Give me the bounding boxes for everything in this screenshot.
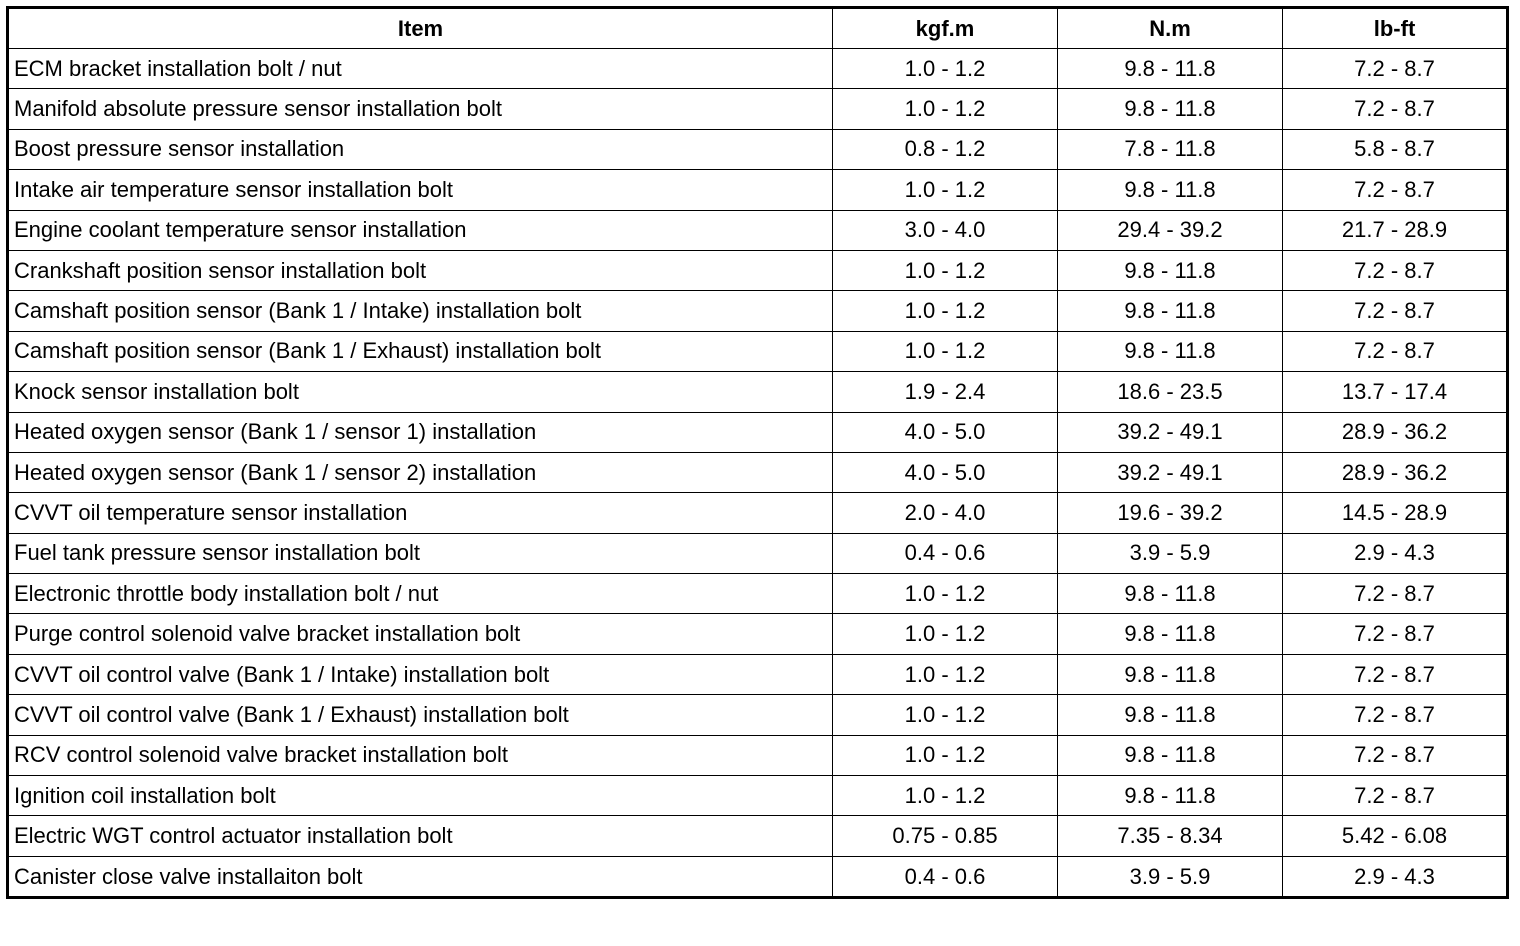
cell-nm: 19.6 - 39.2	[1058, 493, 1283, 533]
cell-item: Purge control solenoid valve bracket installation bolt	[8, 614, 833, 654]
cell-nm: 29.4 - 39.2	[1058, 210, 1283, 250]
table-row	[8, 776, 1508, 816]
table-row	[8, 412, 1508, 452]
cell-nm: 39.2 - 49.1	[1058, 452, 1283, 492]
cell-item: Heated oxygen sensor (Bank 1 / sensor 2) installation	[8, 452, 833, 492]
cell-nm: 7.8 - 11.8	[1058, 129, 1283, 169]
cell-kgfm: 0.8 - 1.2	[833, 129, 1058, 169]
table-row	[8, 493, 1508, 533]
cell-kgfm: 1.9 - 2.4	[833, 372, 1058, 412]
cell-lbft: 21.7 - 28.9	[1283, 210, 1508, 250]
cell-nm: 9.8 - 11.8	[1058, 614, 1283, 654]
cell-kgfm: 1.0 - 1.2	[833, 695, 1058, 735]
cell-kgfm: 4.0 - 5.0	[833, 412, 1058, 452]
cell-lbft: 7.2 - 8.7	[1283, 654, 1508, 694]
cell-lbft: 7.2 - 8.7	[1283, 735, 1508, 775]
cell-lbft: 7.2 - 8.7	[1283, 250, 1508, 290]
cell-nm: 18.6 - 23.5	[1058, 372, 1283, 412]
table-row	[8, 170, 1508, 210]
cell-lbft: 7.2 - 8.7	[1283, 695, 1508, 735]
cell-nm: 7.35 - 8.34	[1058, 816, 1283, 856]
cell-nm: 3.9 - 5.9	[1058, 856, 1283, 897]
cell-nm: 9.8 - 11.8	[1058, 654, 1283, 694]
cell-kgfm: 1.0 - 1.2	[833, 614, 1058, 654]
cell-lbft: 13.7 - 17.4	[1283, 372, 1508, 412]
cell-nm: 9.8 - 11.8	[1058, 331, 1283, 371]
cell-lbft: 5.42 - 6.08	[1283, 816, 1508, 856]
table-row	[8, 250, 1508, 290]
cell-item: CVVT oil control valve (Bank 1 / Intake) installation bolt	[8, 654, 833, 694]
cell-lbft: 5.8 - 8.7	[1283, 129, 1508, 169]
cell-nm: 9.8 - 11.8	[1058, 776, 1283, 816]
cell-nm: 9.8 - 11.8	[1058, 291, 1283, 331]
cell-kgfm: 4.0 - 5.0	[833, 452, 1058, 492]
table-row	[8, 372, 1508, 412]
table-row	[8, 49, 1508, 89]
torque-spec-table	[6, 6, 1509, 899]
cell-nm: 39.2 - 49.1	[1058, 412, 1283, 452]
cell-item: ECM bracket installation bolt / nut	[8, 49, 833, 89]
cell-lbft: 28.9 - 36.2	[1283, 452, 1508, 492]
table-row	[8, 331, 1508, 371]
cell-kgfm: 1.0 - 1.2	[833, 49, 1058, 89]
cell-item: Engine coolant temperature sensor installation	[8, 210, 833, 250]
cell-lbft: 28.9 - 36.2	[1283, 412, 1508, 452]
cell-nm: 9.8 - 11.8	[1058, 250, 1283, 290]
cell-item: Electric WGT control actuator installation bolt	[8, 816, 833, 856]
cell-item: Knock sensor installation bolt	[8, 372, 833, 412]
cell-kgfm: 1.0 - 1.2	[833, 776, 1058, 816]
cell-nm: 9.8 - 11.8	[1058, 574, 1283, 614]
cell-kgfm: 1.0 - 1.2	[833, 574, 1058, 614]
table-body	[8, 49, 1508, 898]
cell-kgfm: 3.0 - 4.0	[833, 210, 1058, 250]
cell-lbft: 2.9 - 4.3	[1283, 533, 1508, 573]
cell-lbft: 7.2 - 8.7	[1283, 776, 1508, 816]
cell-lbft: 7.2 - 8.7	[1283, 574, 1508, 614]
cell-item: Canister close valve installaiton bolt	[8, 856, 833, 897]
cell-item: Heated oxygen sensor (Bank 1 / sensor 1) installation	[8, 412, 833, 452]
cell-item: Camshaft position sensor (Bank 1 / Intake) installation bolt	[8, 291, 833, 331]
cell-kgfm: 0.4 - 0.6	[833, 856, 1058, 897]
table-row	[8, 574, 1508, 614]
cell-kgfm: 1.0 - 1.2	[833, 291, 1058, 331]
header-nm: N.m	[1058, 8, 1283, 49]
cell-item: Manifold absolute pressure sensor installation bolt	[8, 89, 833, 129]
cell-kgfm: 2.0 - 4.0	[833, 493, 1058, 533]
cell-item: RCV control solenoid valve bracket installation bolt	[8, 735, 833, 775]
header-row	[8, 8, 1508, 49]
cell-lbft: 7.2 - 8.7	[1283, 170, 1508, 210]
header-kgfm: kgf.m	[833, 8, 1058, 49]
cell-nm: 9.8 - 11.8	[1058, 170, 1283, 210]
cell-item: Electronic throttle body installation bolt / nut	[8, 574, 833, 614]
cell-kgfm: 1.0 - 1.2	[833, 735, 1058, 775]
cell-lbft: 7.2 - 8.7	[1283, 291, 1508, 331]
cell-item: CVVT oil temperature sensor installation	[8, 493, 833, 533]
cell-item: Camshaft position sensor (Bank 1 / Exhaust) installation bolt	[8, 331, 833, 371]
table-row	[8, 614, 1508, 654]
cell-nm: 3.9 - 5.9	[1058, 533, 1283, 573]
table-row	[8, 291, 1508, 331]
table-row	[8, 816, 1508, 856]
cell-item: CVVT oil control valve (Bank 1 / Exhaust) installation bolt	[8, 695, 833, 735]
table-row	[8, 735, 1508, 775]
header-item: Item	[8, 8, 833, 49]
table-row	[8, 89, 1508, 129]
cell-kgfm: 1.0 - 1.2	[833, 331, 1058, 371]
cell-kgfm: 1.0 - 1.2	[833, 250, 1058, 290]
cell-item: Ignition coil installation bolt	[8, 776, 833, 816]
cell-nm: 9.8 - 11.8	[1058, 49, 1283, 89]
cell-lbft: 2.9 - 4.3	[1283, 856, 1508, 897]
cell-lbft: 7.2 - 8.7	[1283, 614, 1508, 654]
cell-lbft: 7.2 - 8.7	[1283, 89, 1508, 129]
cell-item: Intake air temperature sensor installation bolt	[8, 170, 833, 210]
table-row	[8, 695, 1508, 735]
table-row	[8, 856, 1508, 897]
cell-lbft: 7.2 - 8.7	[1283, 331, 1508, 371]
header-lbft: lb-ft	[1283, 8, 1508, 49]
table-header	[8, 8, 1508, 49]
cell-kgfm: 1.0 - 1.2	[833, 89, 1058, 129]
table-row	[8, 452, 1508, 492]
table-row	[8, 129, 1508, 169]
cell-item: Boost pressure sensor installation	[8, 129, 833, 169]
cell-kgfm: 0.4 - 0.6	[833, 533, 1058, 573]
cell-kgfm: 1.0 - 1.2	[833, 170, 1058, 210]
table-row	[8, 210, 1508, 250]
table-row	[8, 533, 1508, 573]
cell-lbft: 7.2 - 8.7	[1283, 49, 1508, 89]
cell-nm: 9.8 - 11.8	[1058, 695, 1283, 735]
cell-lbft: 14.5 - 28.9	[1283, 493, 1508, 533]
cell-item: Crankshaft position sensor installation bolt	[8, 250, 833, 290]
cell-nm: 9.8 - 11.8	[1058, 89, 1283, 129]
cell-nm: 9.8 - 11.8	[1058, 735, 1283, 775]
table-row	[8, 654, 1508, 694]
cell-kgfm: 1.0 - 1.2	[833, 654, 1058, 694]
cell-item: Fuel tank pressure sensor installation bolt	[8, 533, 833, 573]
cell-kgfm: 0.75 - 0.85	[833, 816, 1058, 856]
